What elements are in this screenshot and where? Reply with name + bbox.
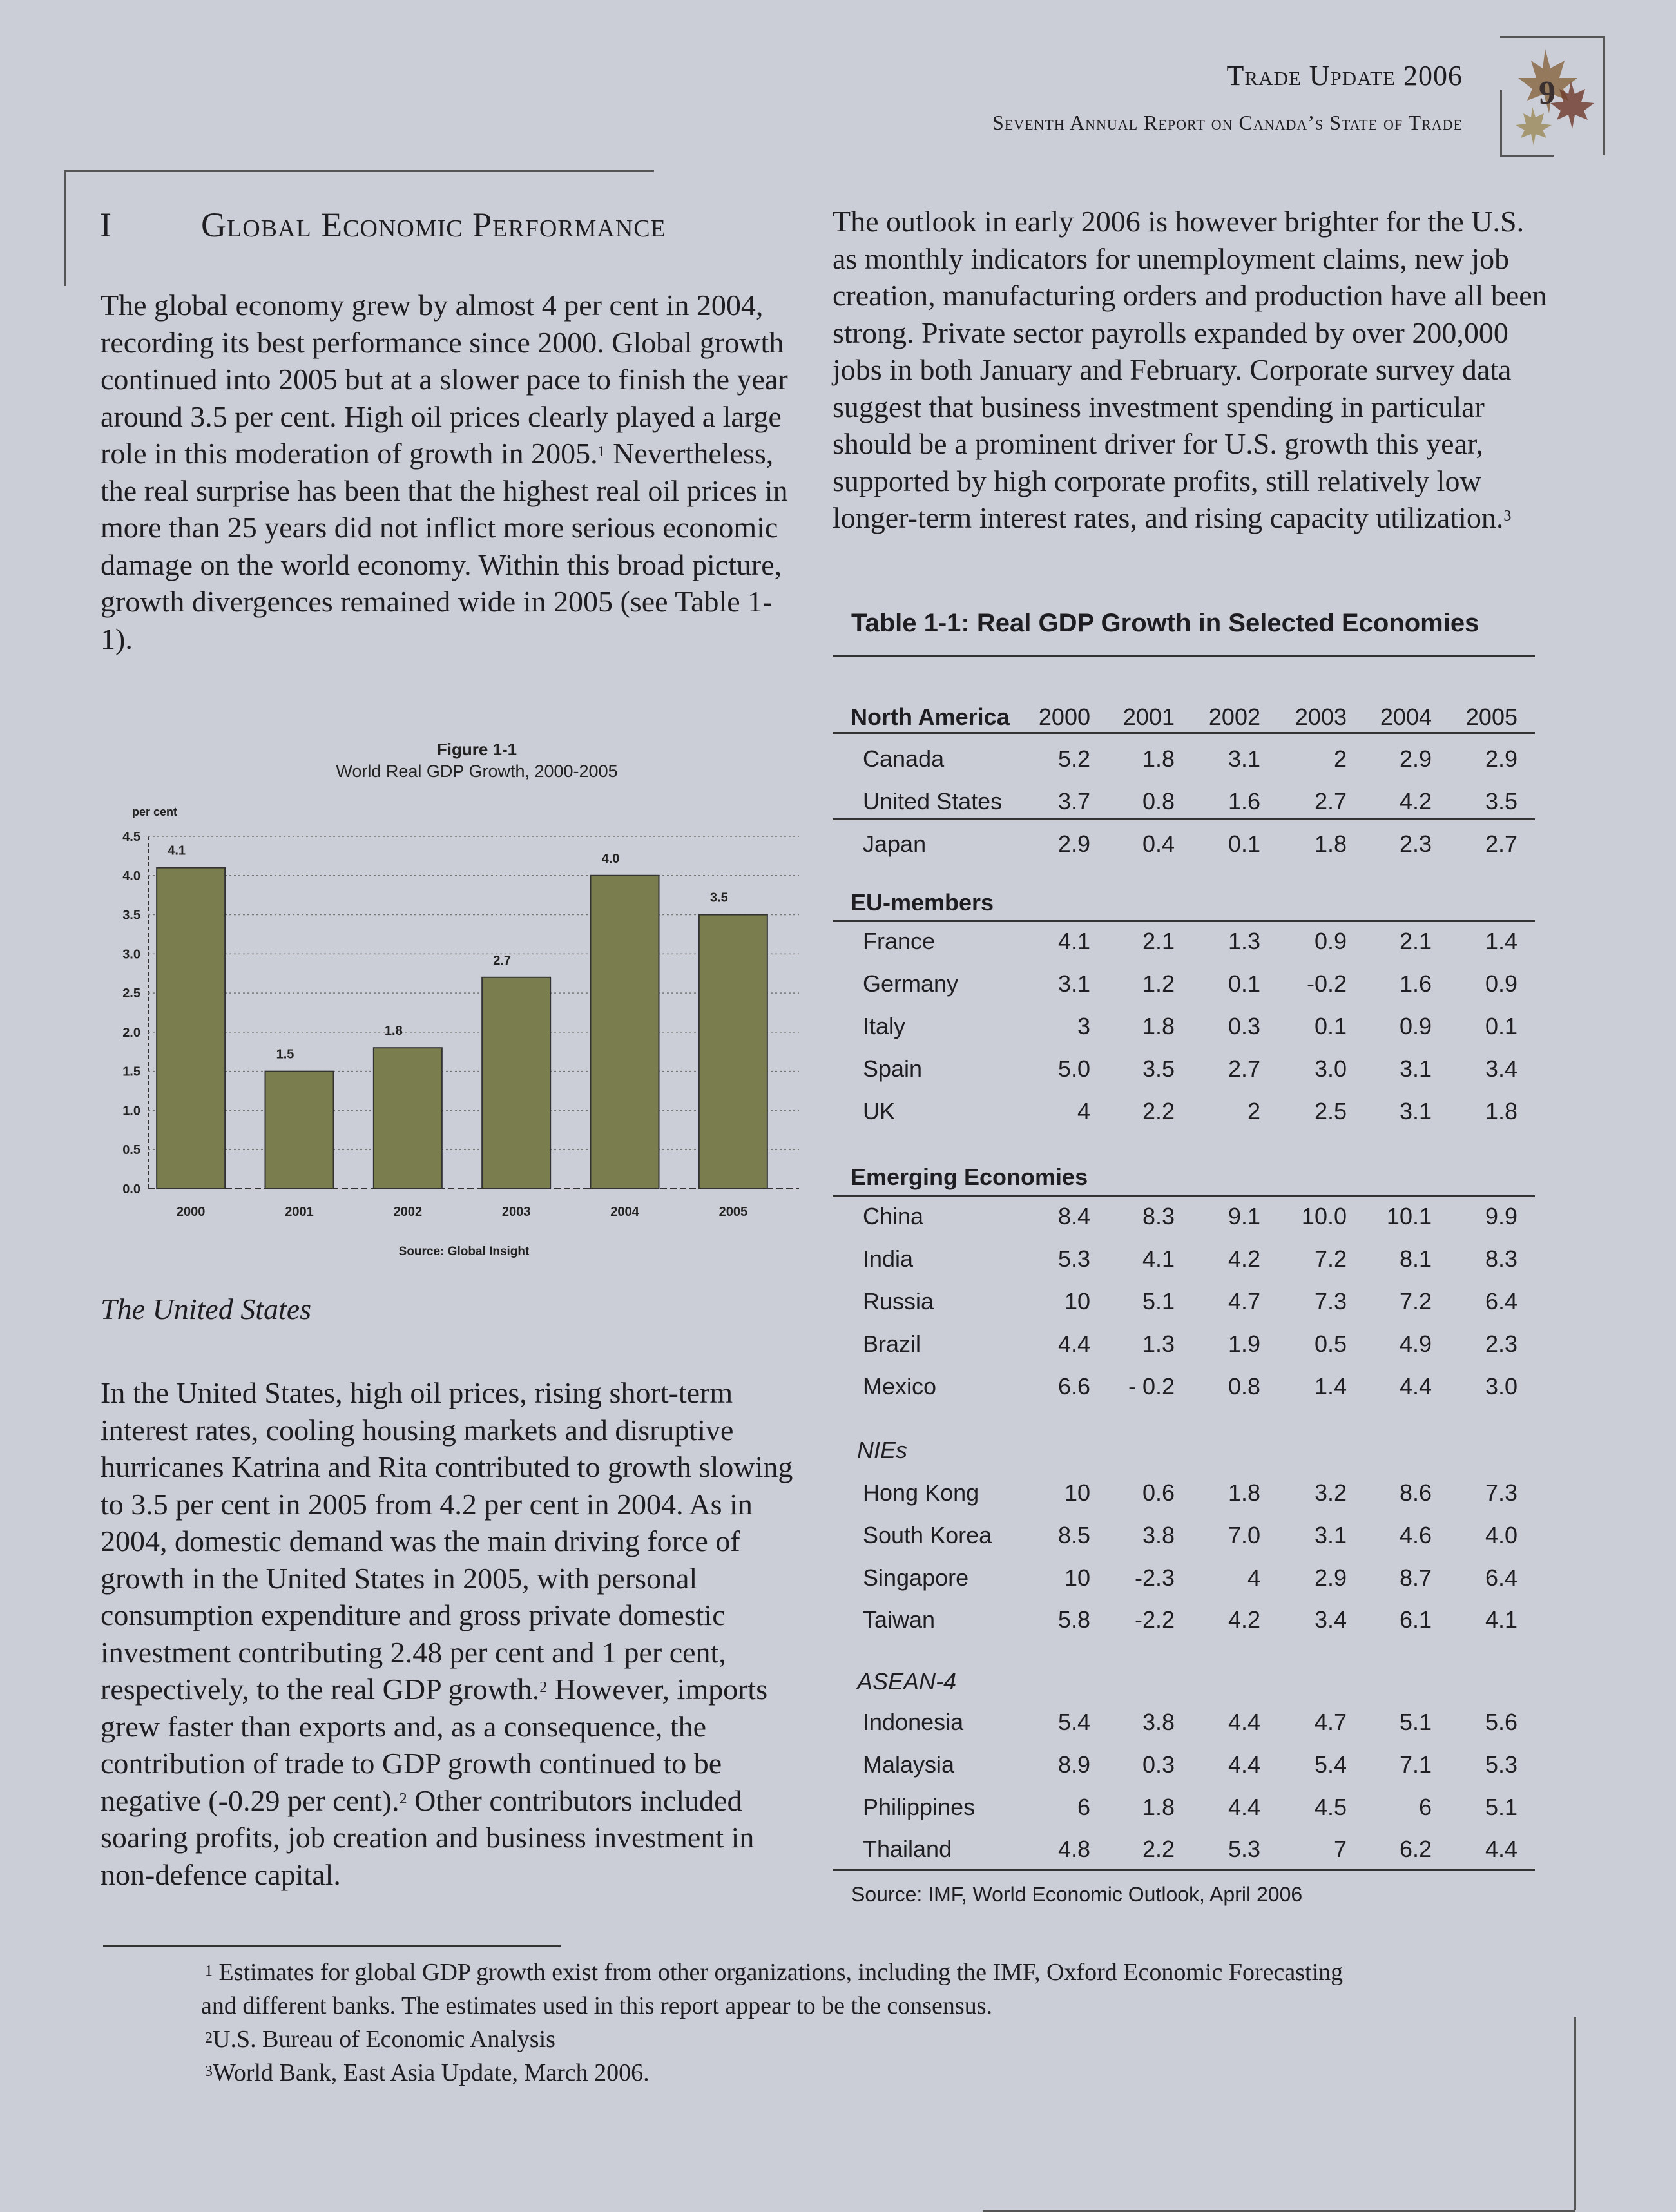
table-column-header: 2003 (1295, 704, 1347, 730)
table-cell: 8.7 (1399, 1564, 1432, 1591)
section-title: Global Economic Performance (201, 206, 666, 244)
footnote-text: World Bank, East Asia Update, March 2006. (213, 2059, 650, 2086)
chart-y-tick-label: 3.5 (122, 908, 140, 923)
chart-data-label: 4.1 (168, 843, 186, 858)
table-cell: 5.3 (1485, 1751, 1517, 1778)
table-row-label: China (863, 1203, 924, 1229)
table-cell: 0.9 (1399, 1013, 1432, 1039)
table-row-label: Mexico (863, 1373, 937, 1399)
table-source: Source: IMF, World Economic Outlook, April 2006 (851, 1883, 1303, 1906)
table-cell: 7.3 (1485, 1479, 1517, 1506)
table-cell: 0.6 (1142, 1479, 1175, 1506)
table-cell: 5.8 (1057, 1606, 1090, 1633)
chart-y-tick-label: 4.0 (122, 869, 140, 883)
chart-bar (157, 868, 225, 1189)
chart-y-tick-label: 4.5 (122, 830, 140, 844)
table-row-label: Japan (863, 831, 927, 857)
table-cell: 7 (1333, 1836, 1347, 1862)
table-cell: 6.2 (1399, 1836, 1432, 1862)
table-group-label: Emerging Economies (851, 1164, 1088, 1190)
table-cell: 4.2 (1399, 788, 1432, 814)
table-cell: 10.0 (1301, 1203, 1347, 1229)
chart-data-label: 1.8 (384, 1024, 403, 1039)
table-rule (833, 655, 1535, 657)
table-cell: 10.1 (1386, 1203, 1432, 1229)
chart-title: Figure 1-1 (436, 740, 517, 759)
table-cell: 4 (1247, 1564, 1260, 1591)
table-cell: 6 (1418, 1794, 1432, 1820)
table-column-header: 2004 (1380, 704, 1432, 730)
running-header-title: Trade Update 2006 (1226, 60, 1463, 91)
table-cell: 1.3 (1228, 928, 1260, 954)
table-cell: 5.4 (1057, 1709, 1090, 1735)
chart-y-tick-label: 2.5 (122, 986, 140, 1001)
table-cell: 5.3 (1228, 1836, 1260, 1862)
table-cell: 0.3 (1142, 1751, 1175, 1778)
table-row-label: Thailand (863, 1836, 952, 1862)
table-cell: 1.8 (1314, 831, 1347, 857)
table-cell: 8.1 (1399, 1245, 1432, 1272)
table-cell: 2.2 (1142, 1098, 1175, 1124)
table-cell: 0.1 (1314, 1013, 1347, 1039)
table-cell: 10 (1064, 1479, 1090, 1506)
table-cell: 4.4 (1228, 1751, 1260, 1778)
table-cell: 2.2 (1142, 1836, 1175, 1862)
chart-bar (374, 1048, 442, 1189)
table-cell: 0.8 (1142, 788, 1175, 814)
chart-bar (591, 876, 659, 1189)
table-cell: 4.1 (1057, 928, 1090, 954)
table-cell: 0.9 (1314, 928, 1347, 954)
table-cell: 1.8 (1228, 1479, 1260, 1506)
chart-x-tick-label: 2005 (718, 1205, 748, 1219)
table-cell: 3.4 (1314, 1606, 1347, 1633)
table-cell: 4.0 (1485, 1522, 1517, 1548)
table-row-label: Russia (863, 1288, 934, 1314)
table-cell: 4.4 (1228, 1709, 1260, 1735)
table-title: Table 1-1: Real GDP Growth in Selected Economies (851, 609, 1479, 637)
footnote (205, 2056, 1623, 2090)
table-cell: 3.1 (1399, 1055, 1432, 1082)
chart-data-label: 1.5 (276, 1047, 294, 1062)
table-cell: 8.3 (1142, 1203, 1175, 1229)
table-cell: 0.5 (1314, 1331, 1347, 1357)
table-cell: 4.1 (1485, 1606, 1517, 1633)
chart-bar (699, 915, 767, 1189)
table-cell: 10 (1064, 1288, 1090, 1314)
table-cell: 3.1 (1399, 1098, 1432, 1124)
table-column-header: 2000 (1038, 704, 1090, 730)
gdp-growth-chart (97, 735, 805, 1269)
footnote-mark: 2 (205, 2030, 213, 2046)
table-cell: 2 (1247, 1098, 1260, 1124)
table-cell: 6.4 (1485, 1564, 1517, 1591)
page-frame-corner (1574, 2017, 1576, 2210)
table-cell: 8.3 (1485, 1245, 1517, 1272)
table-cell: 2.9 (1314, 1564, 1347, 1591)
table-cell: 4 (1077, 1098, 1090, 1124)
table-cell: 1.8 (1485, 1098, 1517, 1124)
footnote-text: and different banks. The estimates used in this report appear to be the consensus. (201, 1992, 992, 2019)
table-row-label: Philippines (863, 1794, 976, 1820)
chart-data-label: 3.5 (709, 890, 728, 905)
table-cell: 3.1 (1228, 745, 1260, 772)
chart-y-tick-label: 0.0 (122, 1182, 140, 1197)
table-cell: 3.0 (1485, 1373, 1517, 1399)
table-subgroup-label: ASEAN-4 (857, 1668, 957, 1695)
section-number: I (100, 206, 111, 244)
chart-bar (265, 1072, 334, 1189)
chart-y-tick-label: 2.0 (122, 1025, 140, 1040)
footnote-ref: 1 (597, 443, 606, 460)
table-cell: 1.9 (1228, 1331, 1260, 1357)
chart-data-label: 2.7 (493, 953, 512, 968)
table-column-header: 2001 (1122, 704, 1175, 730)
table-cell: 3.5 (1485, 788, 1517, 814)
table-cell: 2.7 (1314, 788, 1347, 814)
table-cell: 4.7 (1228, 1288, 1260, 1314)
table-cell: 8.5 (1057, 1522, 1090, 1548)
table-cell: 5.0 (1057, 1055, 1090, 1082)
table-rule (833, 1869, 1535, 1871)
table-row-label: United States (863, 788, 1003, 814)
table-cell: -0.2 (1306, 970, 1347, 997)
section-rule-top (64, 170, 654, 172)
outlook-paragraph: The outlook in early 2006 is however brighter for the U.S. as monthly indicators for unemployment claims, new job creation, manufacturing orders and production have all been strong. Private sector payrolls expanded by over 200,000 jobs in both January and February. Corporate survey data suggest that business investment spending in particular should be a prominent driver for U.S. growth this year, supported by high corporate profits, still relatively low longer-term interest rates, and rising capacity utilization.$^3$ (833, 205, 1547, 534)
table-cell: 4.5 (1314, 1794, 1347, 1820)
table-cell: 7.2 (1314, 1245, 1347, 1272)
table-rule (833, 1195, 1535, 1197)
table-cell: 0.1 (1485, 1013, 1517, 1039)
table-cell: 3.4 (1485, 1055, 1517, 1082)
table-row-label: Canada (863, 745, 945, 772)
chart-x-tick-label: 2002 (393, 1205, 423, 1219)
table-cell: 8.4 (1057, 1203, 1090, 1229)
chart-bar (482, 977, 550, 1189)
table-cell: -2.3 (1134, 1564, 1175, 1591)
table-row-label: UK (863, 1098, 896, 1124)
table-cell: 1.6 (1228, 788, 1260, 814)
section-rule-left (64, 170, 66, 286)
page-number: 9 (1539, 75, 1556, 111)
table-rule (833, 732, 1535, 734)
table-cell: 2.9 (1399, 745, 1432, 772)
intro-paragraph: The global economy grew by almost 4 per cent in 2004, recording its best performance since 2000. Global growth continued into 2005 but at a slower pace to finish the year around 3.5 per cent. High oil prices clearly played a large role in this moderation of growth in 2005.$^1$ Nevertheless, the real surprise has been that the highest real oil prices in more than 25 years did not inflict more serious economic damage on the world economy. Within this broad picture, growth divergences remained wide in 2005 (see Table 1-1). (101, 289, 788, 655)
table-cell: 2.7 (1485, 831, 1517, 857)
table-row-label: Italy (863, 1013, 906, 1039)
table-cell: 1.8 (1142, 1013, 1175, 1039)
table-group-label: North America (851, 704, 1010, 730)
table-row-label: Brazil (863, 1331, 921, 1357)
table-cell: -2.2 (1134, 1606, 1175, 1633)
table-cell: 4.7 (1314, 1709, 1347, 1735)
table-cell: 9.1 (1228, 1203, 1260, 1229)
table-row-label: India (863, 1245, 914, 1272)
table-group-label: EU-members (851, 889, 994, 916)
table-row-label: France (863, 928, 936, 954)
footnote-ref: 2 (539, 1679, 548, 1696)
table-cell: 4.1 (1142, 1245, 1175, 1272)
table-cell: 3 (1077, 1013, 1090, 1039)
table-row-label: Spain (863, 1055, 923, 1082)
table-cell: 2.3 (1399, 831, 1432, 857)
footnote-text: Estimates for global GDP growth exist from other organizations, including the IMF, Oxford Economic Forecasting (213, 1959, 1344, 1986)
table-cell: 4.2 (1228, 1245, 1260, 1272)
table-row-label: Singapore (863, 1564, 969, 1591)
footnote-mark: 1 (205, 1963, 213, 1979)
table-cell: 1.8 (1142, 745, 1175, 772)
chart-x-tick-label: 2000 (176, 1205, 206, 1219)
table-cell: 0.9 (1485, 970, 1517, 997)
table-cell: 3.8 (1142, 1709, 1175, 1735)
table-cell: 5.2 (1057, 745, 1090, 772)
table-cell: 10 (1064, 1564, 1090, 1591)
chart-y-tick-label: 0.5 (122, 1143, 140, 1158)
table-cell: 1.8 (1142, 1794, 1175, 1820)
table-cell: 1.4 (1485, 928, 1517, 954)
table-cell: 6.4 (1485, 1288, 1517, 1314)
table-row-label: South Korea (863, 1522, 992, 1548)
table-row-label: Hong Kong (863, 1479, 979, 1506)
table-cell: 5.1 (1399, 1709, 1432, 1735)
table-cell: 1.4 (1314, 1373, 1347, 1399)
chart-subtitle: World Real GDP Growth, 2000-2005 (336, 762, 618, 781)
table-cell: 3.7 (1057, 788, 1090, 814)
table-cell: 4.6 (1399, 1522, 1432, 1548)
table-cell: 6 (1077, 1794, 1090, 1820)
table-column-header: 2005 (1465, 704, 1517, 730)
footnote (201, 1989, 1619, 2023)
chart-x-tick-label: 2004 (610, 1205, 639, 1219)
chart-y-tick-label: 1.0 (122, 1104, 140, 1119)
table-cell: 6.6 (1057, 1373, 1090, 1399)
table-cell: 3.1 (1057, 970, 1090, 997)
table-cell: 6.1 (1399, 1606, 1432, 1633)
table-subgroup-label: NIEs (857, 1437, 908, 1463)
table-cell: 3.2 (1314, 1479, 1347, 1506)
table-cell: 4.8 (1057, 1836, 1090, 1862)
table-cell: 2.3 (1485, 1331, 1517, 1357)
table-cell: 3.1 (1314, 1522, 1347, 1548)
table-cell: 0.4 (1142, 831, 1175, 857)
chart-x-tick-label: 2003 (501, 1205, 531, 1219)
table-cell: 5.1 (1485, 1794, 1517, 1820)
table-cell: 4.4 (1399, 1373, 1432, 1399)
table-cell: 4.4 (1057, 1331, 1090, 1357)
table-rule (833, 818, 1535, 820)
footnote-ref: 2 (399, 1790, 407, 1807)
footnote-ref: 3 (1503, 508, 1512, 524)
table-cell: 7.3 (1314, 1288, 1347, 1314)
table-cell: 5.1 (1142, 1288, 1175, 1314)
table-row-label: Malaysia (863, 1751, 955, 1778)
table-cell: 5.6 (1485, 1709, 1517, 1735)
table-cell: 2.5 (1314, 1098, 1347, 1124)
table-cell: 5.3 (1057, 1245, 1090, 1272)
table-cell: 2.1 (1399, 928, 1432, 954)
subsection-heading: The United States (101, 1293, 312, 1325)
table-cell: 4.4 (1228, 1794, 1260, 1820)
chart-y-tick-label: 1.5 (122, 1064, 140, 1079)
table-row-label: Germany (863, 970, 959, 997)
us-paragraph: In the United States, high oil prices, rising short-term interest rates, cooling housing markets and disruptive hurricanes Katrina and Rita contributed to growth slowing to 3.5 per cent in 2005 from 4.2 per cent in 2004. As in 2004, domestic demand was the main driving force of growth in the United States in 2005, with personal consumption expenditure and gross private domestic investment contributing 2.48 per cent and 1 per cent, respectively, to the real GDP growth.$^2$ However, imports grew faster than exports and, as a consequence, the contribution of trade to GDP growth continued to be negative (-0.29 per cent).$^2$ Other contributors included soaring profits, job creation and business investment in non-defence capital. (101, 1376, 793, 1891)
chart-source: Source: Global Insight (398, 1245, 530, 1258)
table-cell: 7.2 (1399, 1288, 1432, 1314)
chart-y-tick-label: 3.0 (122, 947, 140, 962)
table-cell: 0.8 (1228, 1373, 1260, 1399)
table-cell: 0.1 (1228, 831, 1260, 857)
table-cell: 2.9 (1057, 831, 1090, 857)
table-cell: 8.9 (1057, 1751, 1090, 1778)
table-cell: 4.9 (1399, 1331, 1432, 1357)
table-cell: 4.2 (1228, 1606, 1260, 1633)
table-row-label: Indonesia (863, 1709, 964, 1735)
table-cell: 5.4 (1314, 1751, 1347, 1778)
table-cell: 0.1 (1228, 970, 1260, 997)
table-column-header: 2002 (1208, 704, 1260, 730)
chart-y-label: per cent (132, 805, 178, 818)
table-cell: 7.1 (1399, 1751, 1432, 1778)
table-cell: 3.8 (1142, 1522, 1175, 1548)
table-cell: 1.3 (1142, 1331, 1175, 1357)
table-cell: 0.3 (1228, 1013, 1260, 1039)
table-cell: 4.4 (1485, 1836, 1517, 1862)
table-cell: 3.0 (1314, 1055, 1347, 1082)
table-rule (833, 920, 1535, 922)
table-cell: 2.1 (1142, 928, 1175, 954)
table-cell: - 0.2 (1128, 1373, 1175, 1399)
chart-x-tick-label: 2001 (285, 1205, 314, 1219)
running-header-subtitle: Seventh Annual Report on Canada’s State of Trade (992, 111, 1463, 134)
table-cell: 2.7 (1228, 1055, 1260, 1082)
table-cell: 3.5 (1142, 1055, 1175, 1082)
table-cell: 1.2 (1142, 970, 1175, 997)
footnote-text: U.S. Bureau of Economic Analysis (213, 2026, 555, 2053)
table-cell: 7.0 (1228, 1522, 1260, 1548)
table-cell: 1.6 (1399, 970, 1432, 997)
table-cell: 8.6 (1399, 1479, 1432, 1506)
footnote-rule (103, 1945, 561, 1947)
table-cell: 9.9 (1485, 1203, 1517, 1229)
chart-data-label: 4.0 (601, 851, 620, 866)
footnote (205, 1956, 1623, 1989)
table-cell: 2.9 (1485, 745, 1517, 772)
table-row-label: Taiwan (863, 1606, 936, 1633)
footnote (205, 2023, 1623, 2056)
table-cell: 2 (1333, 745, 1347, 772)
footnote-mark: 3 (205, 2063, 213, 2080)
